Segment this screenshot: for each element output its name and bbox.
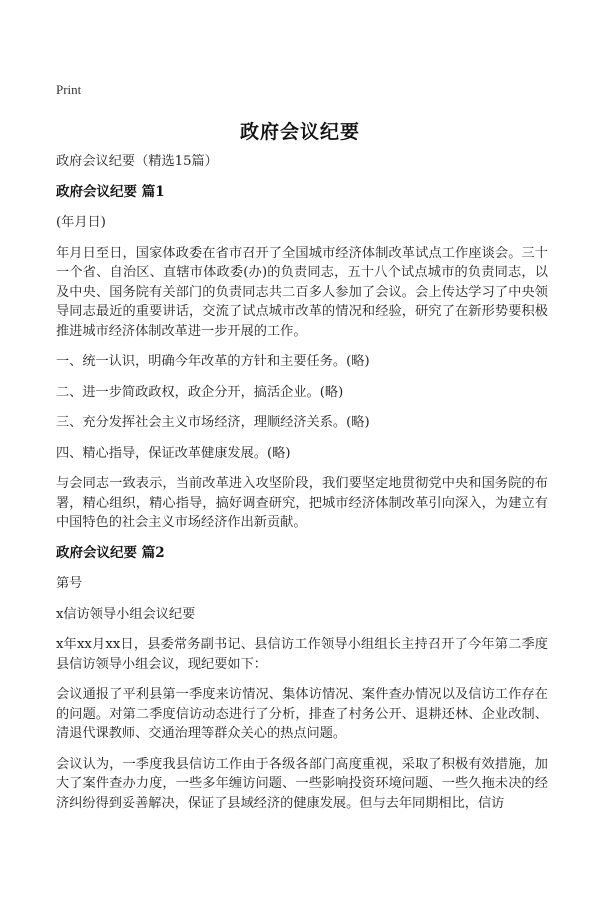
article-2-heading: 政府会议纪要 篇2	[56, 544, 165, 561]
article-1-paragraph: 与会同志一致表示，当前改革进入攻坚阶段，我们要坚定地贯彻党中央和国务院的布署，精心组织，精心指导，搞好调查研究，把城市经济体制改革引向深入，为建立有中国特色的社会主义市场经济作出新贡献。	[56, 476, 548, 530]
document-subtitle: 政府会议纪要（精选15篇）	[56, 154, 218, 169]
article-2-paragraph: 会议通报了平利县第一季度来访情况、集体访情况、案件查办情况以及信访工作存在的问题。对第二季度信访动态进行了分析，排查了村务公开、退耕还林、企业改制、清退代课教师、交通治理等群众关心的热点问题。	[56, 687, 548, 741]
page-title: 政府会议纪要	[239, 121, 360, 143]
article-1-heading: 政府会议纪要 篇1	[56, 183, 165, 200]
article-1-item: 二、进一步简政政权，政企分开，搞活企业。(略)	[56, 384, 344, 400]
article-1-paragraph: 年月日至日，国家体政委在省市召开了全国城市经济体制改革试点工作座谈会。三十一个省、自治区、直辖市体政委(办)的负责同志，五十八个试点城市的负责同志，以及中央、国务院有关部门的负责同志共二百多人参加了会议。会上传达学习了中央领导同志最近的重要讲话，交流了试点城市改革的情况和经验，研究了在新形势要积极推进城市经济体制改革进一步开展的工作。	[56, 245, 548, 339]
document-body	[56, 152, 548, 824]
article-1-item: 三、充分发挥社会主义市场经济，理顺经济关系。(略)	[56, 415, 370, 430]
article-2-paragraph: 会议认为，一季度我县信访工作由于各级各部门高度重视，采取了积极有效措施，加大了案件查办力度，一些多年缠访问题、一些影响投资环境问题、一些久拖未决的经济纠纷得到妥善解决，保证了县域经济的健康发展。但与去年同期相比，信访	[56, 756, 548, 811]
article-2-paragraph: x年xx月xx日，县委常务副书记、县信访工作领导小组组长主持召开了今年第二季度县信访领导小组会议，现纪要如下：	[56, 637, 548, 672]
article-1-item: 一、统一认识，明确今年改革的方针和主要任务。(略)	[56, 354, 370, 369]
article-2-org: x信访领导小组会议纪要	[56, 606, 196, 622]
article-1-date: (年月日)	[56, 215, 106, 230]
article-2-number: 第号	[56, 576, 83, 591]
print-label[interactable]: Print	[56, 82, 82, 97]
article-1-item: 四、精心指导，保证改革健康发展。(略)	[56, 445, 291, 461]
